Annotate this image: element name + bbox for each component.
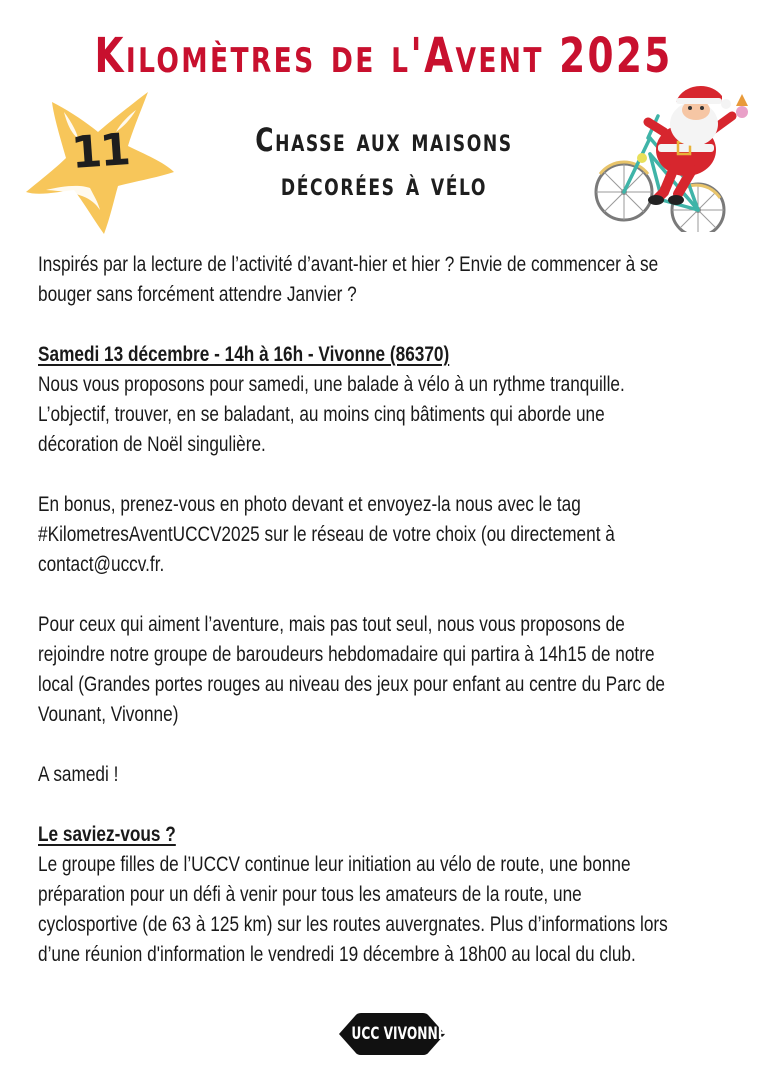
bonus-text-line: En bonus, prenez-vous en photo devant et envoyez-la nous avec le tag <box>38 493 581 516</box>
closing-text: A samedi ! <box>38 763 119 786</box>
page-title <box>0 26 768 86</box>
info-text-line: Le groupe filles de l’UCCV continue leur initiation au vélo de route, une bonne <box>38 853 631 876</box>
activity-title-line-2: décorées à vélo <box>280 165 488 203</box>
page-title-text: Kilomètres de l'Avent 2025 <box>94 28 674 84</box>
event-text-line: L’objectif, trouver, en se baladant, au moins cinq bâtiments qui aborde une <box>38 403 605 426</box>
event-heading: Samedi 13 décembre - 14h à 16h - Vivonne (86370) <box>38 343 450 366</box>
intro-line: Inspirés par la lecture de l’activité d’avant-hier et hier ? Envie de commencer à se <box>38 253 659 276</box>
info-text-line: préparation pour un défi à venir pour tous les amateurs de la route, une <box>38 883 582 906</box>
group-text-line: Pour ceux qui aiment l’aventure, mais pas tout seul, nous vous proposons de <box>38 613 625 636</box>
group-text-line: local (Grandes portes rouges au niveau des jeux pour enfant au centre du Parc de <box>38 673 666 696</box>
info-text-line: d’une réunion d'information le vendredi 19 décembre à 18h00 au local du club. <box>38 943 636 966</box>
info-heading: Le saviez-vous ? <box>38 823 176 846</box>
article-body <box>38 250 758 970</box>
intro-line: bouger sans forcément attendre Janvier ? <box>38 283 357 306</box>
santa-on-bicycle-icon <box>592 82 768 232</box>
info-text-line: cyclosportive (de 63 à 125 km) sur les routes auvergnates. Plus d’informations lors <box>38 913 668 936</box>
group-text-line: rejoindre notre groupe de baroudeurs hebdomadaire qui partira à 14h15 de notre <box>38 643 655 666</box>
group-text-line: Vounant, Vivonne) <box>38 703 179 726</box>
day-number: 11 <box>69 124 131 179</box>
bonus-text-line: #KilometresAventUCCV2025 sur le réseau de votre choix (ou directement à <box>38 523 615 546</box>
bonus-text-line: contact@uccv.fr. <box>38 553 165 576</box>
event-text-line: Nous vous proposons pour samedi, une balade à vélo à un rythme tranquille. <box>38 373 625 396</box>
activity-title-line-1: Chasse aux maisons <box>255 121 513 159</box>
club-logo <box>333 1008 451 1060</box>
logo-text: UCC VIVONNE <box>351 1024 447 1044</box>
event-text-line: décoration de Noël singulière. <box>38 433 266 456</box>
